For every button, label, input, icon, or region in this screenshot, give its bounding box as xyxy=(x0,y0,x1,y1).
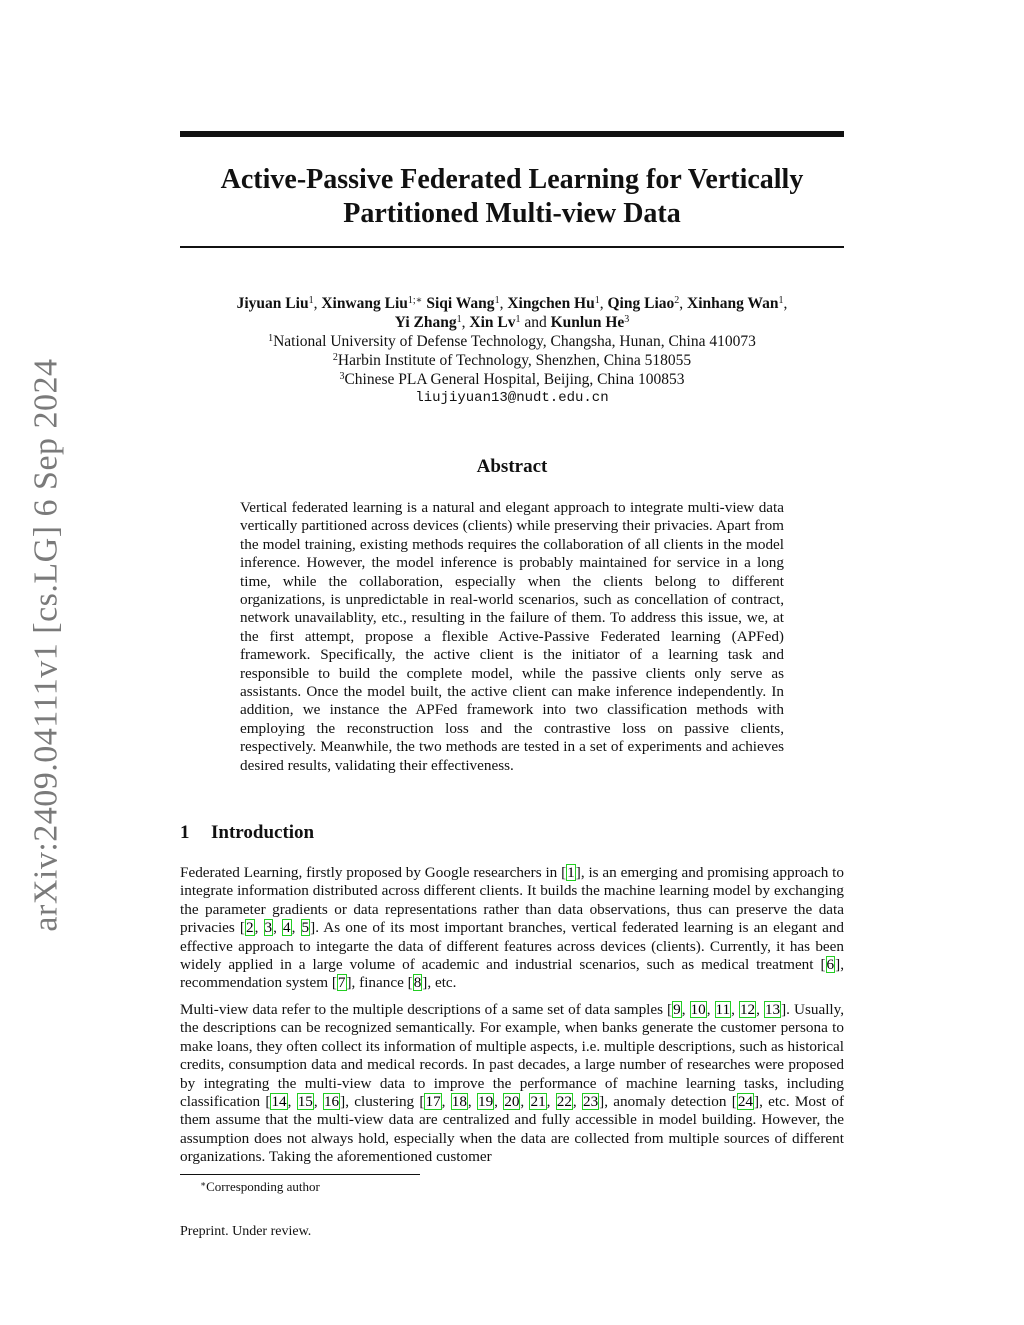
title-bottom-rule xyxy=(180,246,844,248)
author-affil-sup: 1 xyxy=(308,295,314,306)
citation-link[interactable]: 24 xyxy=(737,1093,754,1111)
citation-link[interactable]: 19 xyxy=(477,1093,494,1111)
title-top-rule xyxy=(180,131,844,137)
citation-link[interactable]: 10 xyxy=(690,1001,706,1018)
citation-link[interactable]: 22 xyxy=(556,1093,572,1111)
affiliation-2: $^2$Harbin Institute of Technology, Shenzhen, China 518055 xyxy=(332,352,692,369)
intro-paragraph-1: Federated Learning, firstly proposed by Google researchers in [1], is an emerging and promising approach to integrate information distributed across different clients. It builds the machine learning model by exchanging the parameter gradients or data representations rather than data observations, thus can preserve the data privacies [2, 3, 4, 5]. As one of its most important branches, vertical federated learning is an elegant and effective approach to integarte the data of different features across devices (clients). Currently, it has been widely applied in a large volume of academic and industrial scenarios, such as medical treatment [6], recommendation system [7], finance [8], etc. xyxy=(180,864,845,992)
author-affil-sup: 1 xyxy=(494,295,500,306)
citation-link[interactable]: 12 xyxy=(739,1001,756,1018)
citation-link[interactable]: 21 xyxy=(530,1093,546,1111)
citation-link[interactable]: 6 xyxy=(826,956,835,974)
citation-link[interactable]: 23 xyxy=(582,1093,599,1111)
author-name: Siqi Wang xyxy=(426,295,495,312)
title-line-1: Active-Passive Federated Learning for Vertically xyxy=(220,164,804,195)
citation-link[interactable]: 7 xyxy=(337,974,346,992)
affiliation-1: $^1$National University of Defense Technology, Changsha, Hunan, China 410073 xyxy=(268,333,756,350)
citation-link[interactable]: 15 xyxy=(297,1093,313,1111)
section-heading-introduction xyxy=(180,822,844,844)
affiliation-3: $^3$Chinese PLA General Hospital, Beijing, China 100853 xyxy=(339,371,685,388)
author-conjunction: and xyxy=(524,314,547,331)
intro-paragraph-2: Multi-view data refer to the multiple descriptions of a same set of data samples [9, 10, 11, 12, 13]. Usually, the descriptions can be recognized semantically. For example, when banks generate the customer persona to make loans, they often collect its information of multiple aspects, i.e. multiple descriptions, such as historical credits, consumption data and medical records. In past decades, a large number of researches were proposed by integrating the multi-view data to improve the performance of machine learning tasks, including classification [14, 15, 16], clustering [17, 18, 19, 20, 21, 22, 23], anomaly detection [24], etc. Most of them assume that the multi-view data are centralized and fully accessible in model building. However, the assumption does not always hold, especially when the data are collected from multiple sources of different organizations. Taking the aforementioned customer xyxy=(180,1001,845,1166)
section-number: 1 xyxy=(180,822,190,843)
author-affil-sup: 1 xyxy=(456,314,462,325)
author-name: Yi Zhang xyxy=(394,314,457,331)
citation-link[interactable]: 11 xyxy=(715,1001,731,1018)
author-name: Qing Liao xyxy=(607,295,675,312)
author-affil-sup: 2 xyxy=(674,295,680,306)
citation-link[interactable]: 2 xyxy=(246,919,254,937)
author-name: Xingchen Hu xyxy=(507,295,595,312)
citation-link[interactable]: 9 xyxy=(673,1001,681,1018)
contact-email[interactable]: liujiyuan13@nudt.edu.cn xyxy=(415,390,609,406)
citation-link[interactable]: 14 xyxy=(271,1093,287,1111)
citation-link[interactable]: 20 xyxy=(504,1093,520,1111)
author-line-1: Jiyuan Liu$^1$, Xinwang Liu$^{1;∗}$ Siqi Wang$^1$, Xingchen Hu$^1$, Qing Liao$^2$, Xinhang Wan$^1$, xyxy=(236,295,788,312)
citation-link[interactable]: 17 xyxy=(425,1093,441,1111)
citation-link[interactable]: 8 xyxy=(413,974,422,992)
citation-link[interactable]: 1 xyxy=(567,864,575,881)
abstract-text: Vertical federated learning is a natural and elegant approach to integrate multi-view data vertically partitioned across devices (clients) while preserving their privacies. Apart from the model training, existing methods requires the collaboration of all clients in the model inference. However, the model inference is probably maintained for service in a long time, while the collaboration, especially when the clients belong to different organizations, is unpredictable in real-world scenarios, such as concellation of contract, network unavailablity, etc., resulting in the failure of them. To address this issue, we, at the first attempt, propose a flexible Active-Passive Federated learning (APFed) framework. Specifically, the active client is the initiator of a learning task and responsible to build the complete model, while the passive clients only serve as assistants. Once the model built, the active client can make inference independently. In addition, we instance the APFed framework into two classification methods with employing the reconstruction loss and the contrastive loss on passive clients, respectively. Meanwhile, the two methods are tested in a set of experiments and achieves desired results, validating their effectiveness. xyxy=(240,499,784,774)
author-name: Xinwang Liu xyxy=(321,295,408,312)
title-line-2: Partitioned Multi-view Data xyxy=(343,198,681,229)
preprint-notice: Preprint. Under review. xyxy=(180,1224,312,1239)
citation-link[interactable]: 16 xyxy=(323,1093,340,1111)
citation-link[interactable]: 3 xyxy=(264,919,273,937)
abstract-heading: Abstract xyxy=(476,456,548,477)
author-name: Jiyuan Liu xyxy=(236,295,309,312)
author-affil-sup: 3 xyxy=(624,314,630,325)
author-affil-sup: 1 xyxy=(515,314,521,325)
citation-link[interactable]: 13 xyxy=(764,1001,781,1018)
author-name: Xin Lv xyxy=(469,314,516,331)
citation-link[interactable]: 4 xyxy=(283,919,291,937)
author-affil-sup: 1;∗ xyxy=(407,295,423,306)
footnote-corresponding-author: ∗Corresponding author xyxy=(200,1179,320,1194)
author-name: Xinhang Wan xyxy=(687,295,779,312)
citation-link[interactable]: 5 xyxy=(301,919,310,937)
arxiv-identifier xyxy=(22,360,72,930)
arxiv-identifier-text: arXiv:2409.04111v1 [cs.LG] 6 Sep 2024 xyxy=(28,358,65,932)
footnote-rule xyxy=(180,1174,420,1175)
citation-link[interactable]: 18 xyxy=(451,1093,467,1111)
author-affil-sup: 1 xyxy=(594,295,600,306)
author-line-2: Yi Zhang$^1$, Xin Lv$^1$ and Kunlun He$^3$ xyxy=(394,314,630,331)
section-title: Introduction xyxy=(211,822,315,843)
paper-title xyxy=(180,163,844,231)
author-affil-sup: 1 xyxy=(778,295,784,306)
author-name: Kunlun He xyxy=(550,314,625,331)
author-block xyxy=(180,294,844,408)
